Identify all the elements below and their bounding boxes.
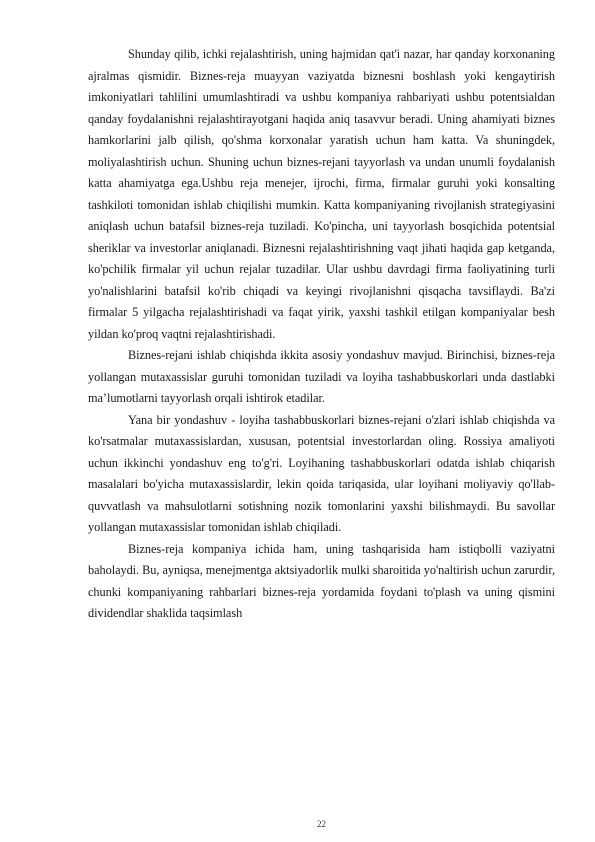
paragraph-3: Yana bir yondashuv - loyiha tashabbuskorlari biznes-rejani o'zlari ishlab chiqishda va ko'rsatmalar mutaxassislardan, xususan, potentsial investorlardan oling. Rossiya amaliyoti uchun ikkinchi yondashuv eng to'g'ri. Loyihaning tashabbuskorlari odatda ishlab chiqarish masalalari bo'yicha mutaxassislardir, lekin qoida tariqasida, ular loyihani moliyaviy qo'llab-quvvatlash va mahsulotlarni sotishning nozik tomonlarini yaxshi bilishmaydi. Bu savollar yollangan mutaxassislar tomonidan ishlab chiqiladi. (88, 412, 555, 534)
document-body (88, 44, 555, 625)
paragraph-2: Biznes-rejani ishlab chiqishda ikkita asosiy yondashuv mavjud. Birinchisi, biznes-reja yollangan mutaxassislar guruhi tomonidan tuziladi va loyiha tashabbuskorlari unda dastlabki ma’lumotlarni tayyorlash orqali ishtirok etadilar. (88, 348, 555, 405)
paragraph-1: Shunday qilib, ichki rejalashtirish, uning hajmidan qat'i nazar, har qanday korxonaning ajralmas qismidir. Biznes-reja muayyan vaziyatda biznesni boshlash yoki kengaytirish imkoniyatlari tahlilini umumlashtiradi va ushbu kompaniya rahbariyati ushbu potentsialdan qanday foydalanishni rejalashtirayotgani haqida aniq tasavvur beradi. Uning ahamiyati biznes hamkorlarini jalb qilish, qo'shma korxonalar yaratish uchun ham katta. Va shuningdek, moliyalashtirish uchun. Shuning uchun biznes-rejani tayyorlash va undan unumli foydalanish katta ahamiyatga ega.Ushbu reja menejer, ijrochi, firma, firmalar guruhi yoki konsalting tashkiloti tomonidan ishlab chiqilishi mumkin. Katta kompaniyaning rivojlanish strategiyasini aniqlash uchun batafsil biznes-reja tuziladi. Ko'pincha, uni tayyorlash bosqichida potentsial sheriklar va investorlar aniqlanadi. Biznesni rejalashtirishning vaqt jihati haqida gap ketganda, ko'pchilik firmalar yil uchun rejalar tuzadilar. Ular ushbu davrdagi firma faoliyatining turli yo'nalishlarini batafsil ko'rib chiqadi va keyingi rivojlanishni qisqacha tavsiflaydi. Ba'zi firmalar 5 yilgacha rejalashtirishadi va faqat yirik, yaxshi tashkil etilgan kompaniyalar besh yildan ko'proq vaqtni rejalashtirishadi. (88, 47, 555, 341)
paragraph-4: Biznes-reja kompaniya ichida ham, uning tashqarisida ham istiqbolli vaziyatni baholaydi. Bu, ayniqsa, menejmentga aktsiyadorlik mulki sharoitida yo'naltirish uchun zarurdir, chunki kompaniyaning rahbarlari biznes-reja yordamida foydani to'plash va uning qismini dividendlar shaklida taqsimlash (88, 541, 555, 620)
page-number: 22 (317, 819, 326, 829)
document-page (88, 0, 555, 842)
